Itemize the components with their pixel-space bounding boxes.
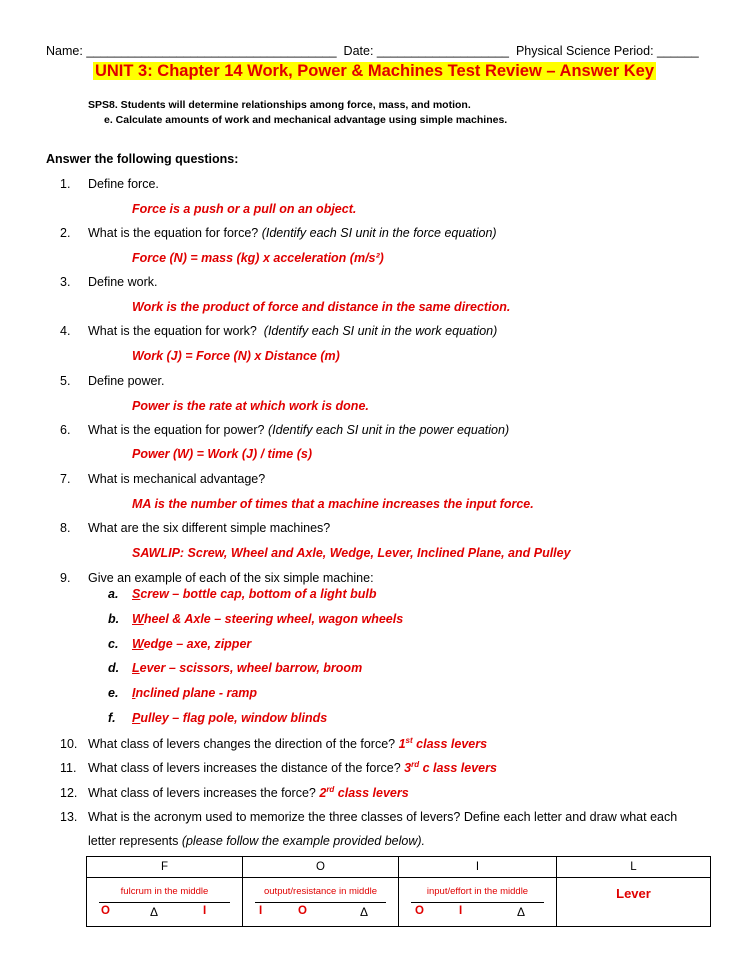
lever-bar [255, 902, 386, 903]
output-mark: O [101, 905, 110, 917]
question-11: 11. What class of levers increases the distance of the force? 3rd c lass levers [60, 760, 497, 776]
answer-1: Force is a push or a pull on an object. [132, 202, 357, 216]
question-13: 13. What is the acronym used to memorize the three classes of levers? Define each letter and draw what each [60, 810, 678, 824]
example-e: e. Inclined plane - ramp [108, 686, 258, 700]
fulcrum-icon: Δ [517, 905, 526, 919]
question-6: 6. What is the equation for power? (Identify each SI unit in the power equation) [60, 423, 510, 437]
period-blank[interactable]: ______ [657, 44, 699, 58]
example-a: a. Screw – bottle cap, bottom of a light bulb [108, 587, 377, 601]
header-line [46, 44, 706, 58]
question-9: 9. Give an example of each of the six simple machine: [60, 571, 374, 585]
answer-3: Work is the product of force and distance in the same direction. [132, 300, 511, 314]
caption-input: input/effort in the middle [426, 886, 529, 897]
question-1: 1. Define force. [60, 177, 159, 191]
example-c: c. Wedge – axe, zipper [108, 637, 252, 651]
lever-bar [99, 902, 230, 903]
answer-8: SAWLIP: Screw, Wheel and Axle, Wedge, Lever, Inclined Plane, and Pulley [132, 546, 571, 560]
cell-input [399, 878, 557, 927]
question-3: 3. Define work. [60, 275, 158, 289]
name-label: Name: [46, 44, 83, 58]
header-o: O [243, 857, 399, 878]
question-8: 8. What are the six different simple machines? [60, 521, 331, 535]
fulcrum-icon: Δ [360, 905, 369, 919]
question-4: 4. What is the equation for work? (Identify each SI unit in the work equation) [60, 324, 498, 338]
cell-output [243, 878, 399, 927]
caption-output: output/resistance in middle [263, 886, 377, 897]
lever-word: Lever [616, 886, 651, 901]
input-mark: I [459, 905, 463, 917]
question-2: 2. What is the equation for force? (Identify each SI unit in the force equation) [60, 226, 497, 240]
cell-fulcrum [87, 878, 243, 927]
header-f: F [87, 857, 243, 878]
question-5: 5. Define power. [60, 374, 165, 388]
answer-6: Power (W) = Work (J) / time (s) [132, 447, 312, 461]
caption-fulcrum: fulcrum in the middle [120, 886, 209, 897]
example-d: d. Lever – scissors, wheel barrow, broom [108, 661, 363, 675]
cell-lever [557, 878, 711, 927]
answer-7: MA is the number of times that a machine increases the input force. [132, 497, 534, 511]
instructions: Answer the following questions: [46, 152, 239, 166]
answer-2: Force (N) = mass (kg) x acceleration (m/s²) [132, 251, 384, 265]
date-label: Date: [343, 44, 374, 58]
output-mark: O [298, 905, 307, 917]
example-b: b. Wheel & Axle – steering wheel, wagon wheels [108, 612, 404, 626]
standard-block [88, 98, 507, 128]
fulcrum-icon: Δ [150, 905, 159, 919]
lever-bar [411, 902, 544, 903]
example-f: f. Pulley – flag pole, window blinds [108, 711, 328, 725]
input-mark: I [203, 905, 207, 917]
header-i: I [399, 857, 557, 878]
answer-4: Work (J) = Force (N) x Distance (m) [132, 349, 340, 363]
input-mark: I [259, 905, 263, 917]
question-12: 12. What class of levers increases the force? 2rd class levers [60, 785, 409, 801]
standard-line-2: e. Calculate amounts of work and mechanical advantage using simple machines. [104, 114, 508, 126]
question-10: 10. What class of levers changes the direction of the force? 1st class levers [60, 736, 488, 752]
header-l: L [557, 857, 711, 878]
output-mark: O [415, 905, 424, 917]
date-blank[interactable]: ___________________ [376, 44, 510, 58]
question-13-cont: letter represents (please follow the example provided below). [88, 834, 426, 848]
answer-5: Power is the rate at which work is done. [132, 399, 369, 413]
name-blank[interactable]: ____________________________________ [86, 44, 337, 58]
lever-table [86, 856, 711, 927]
period-label: Physical Science Period: [515, 44, 654, 58]
question-7: 7. What is mechanical advantage? [60, 472, 266, 486]
standard-line-1: SPS8. Students will determine relationships among force, mass, and motion. [88, 99, 471, 111]
page-title: UNIT 3: Chapter 14 Work, Power & Machines Test Review – Answer Key [94, 62, 655, 80]
